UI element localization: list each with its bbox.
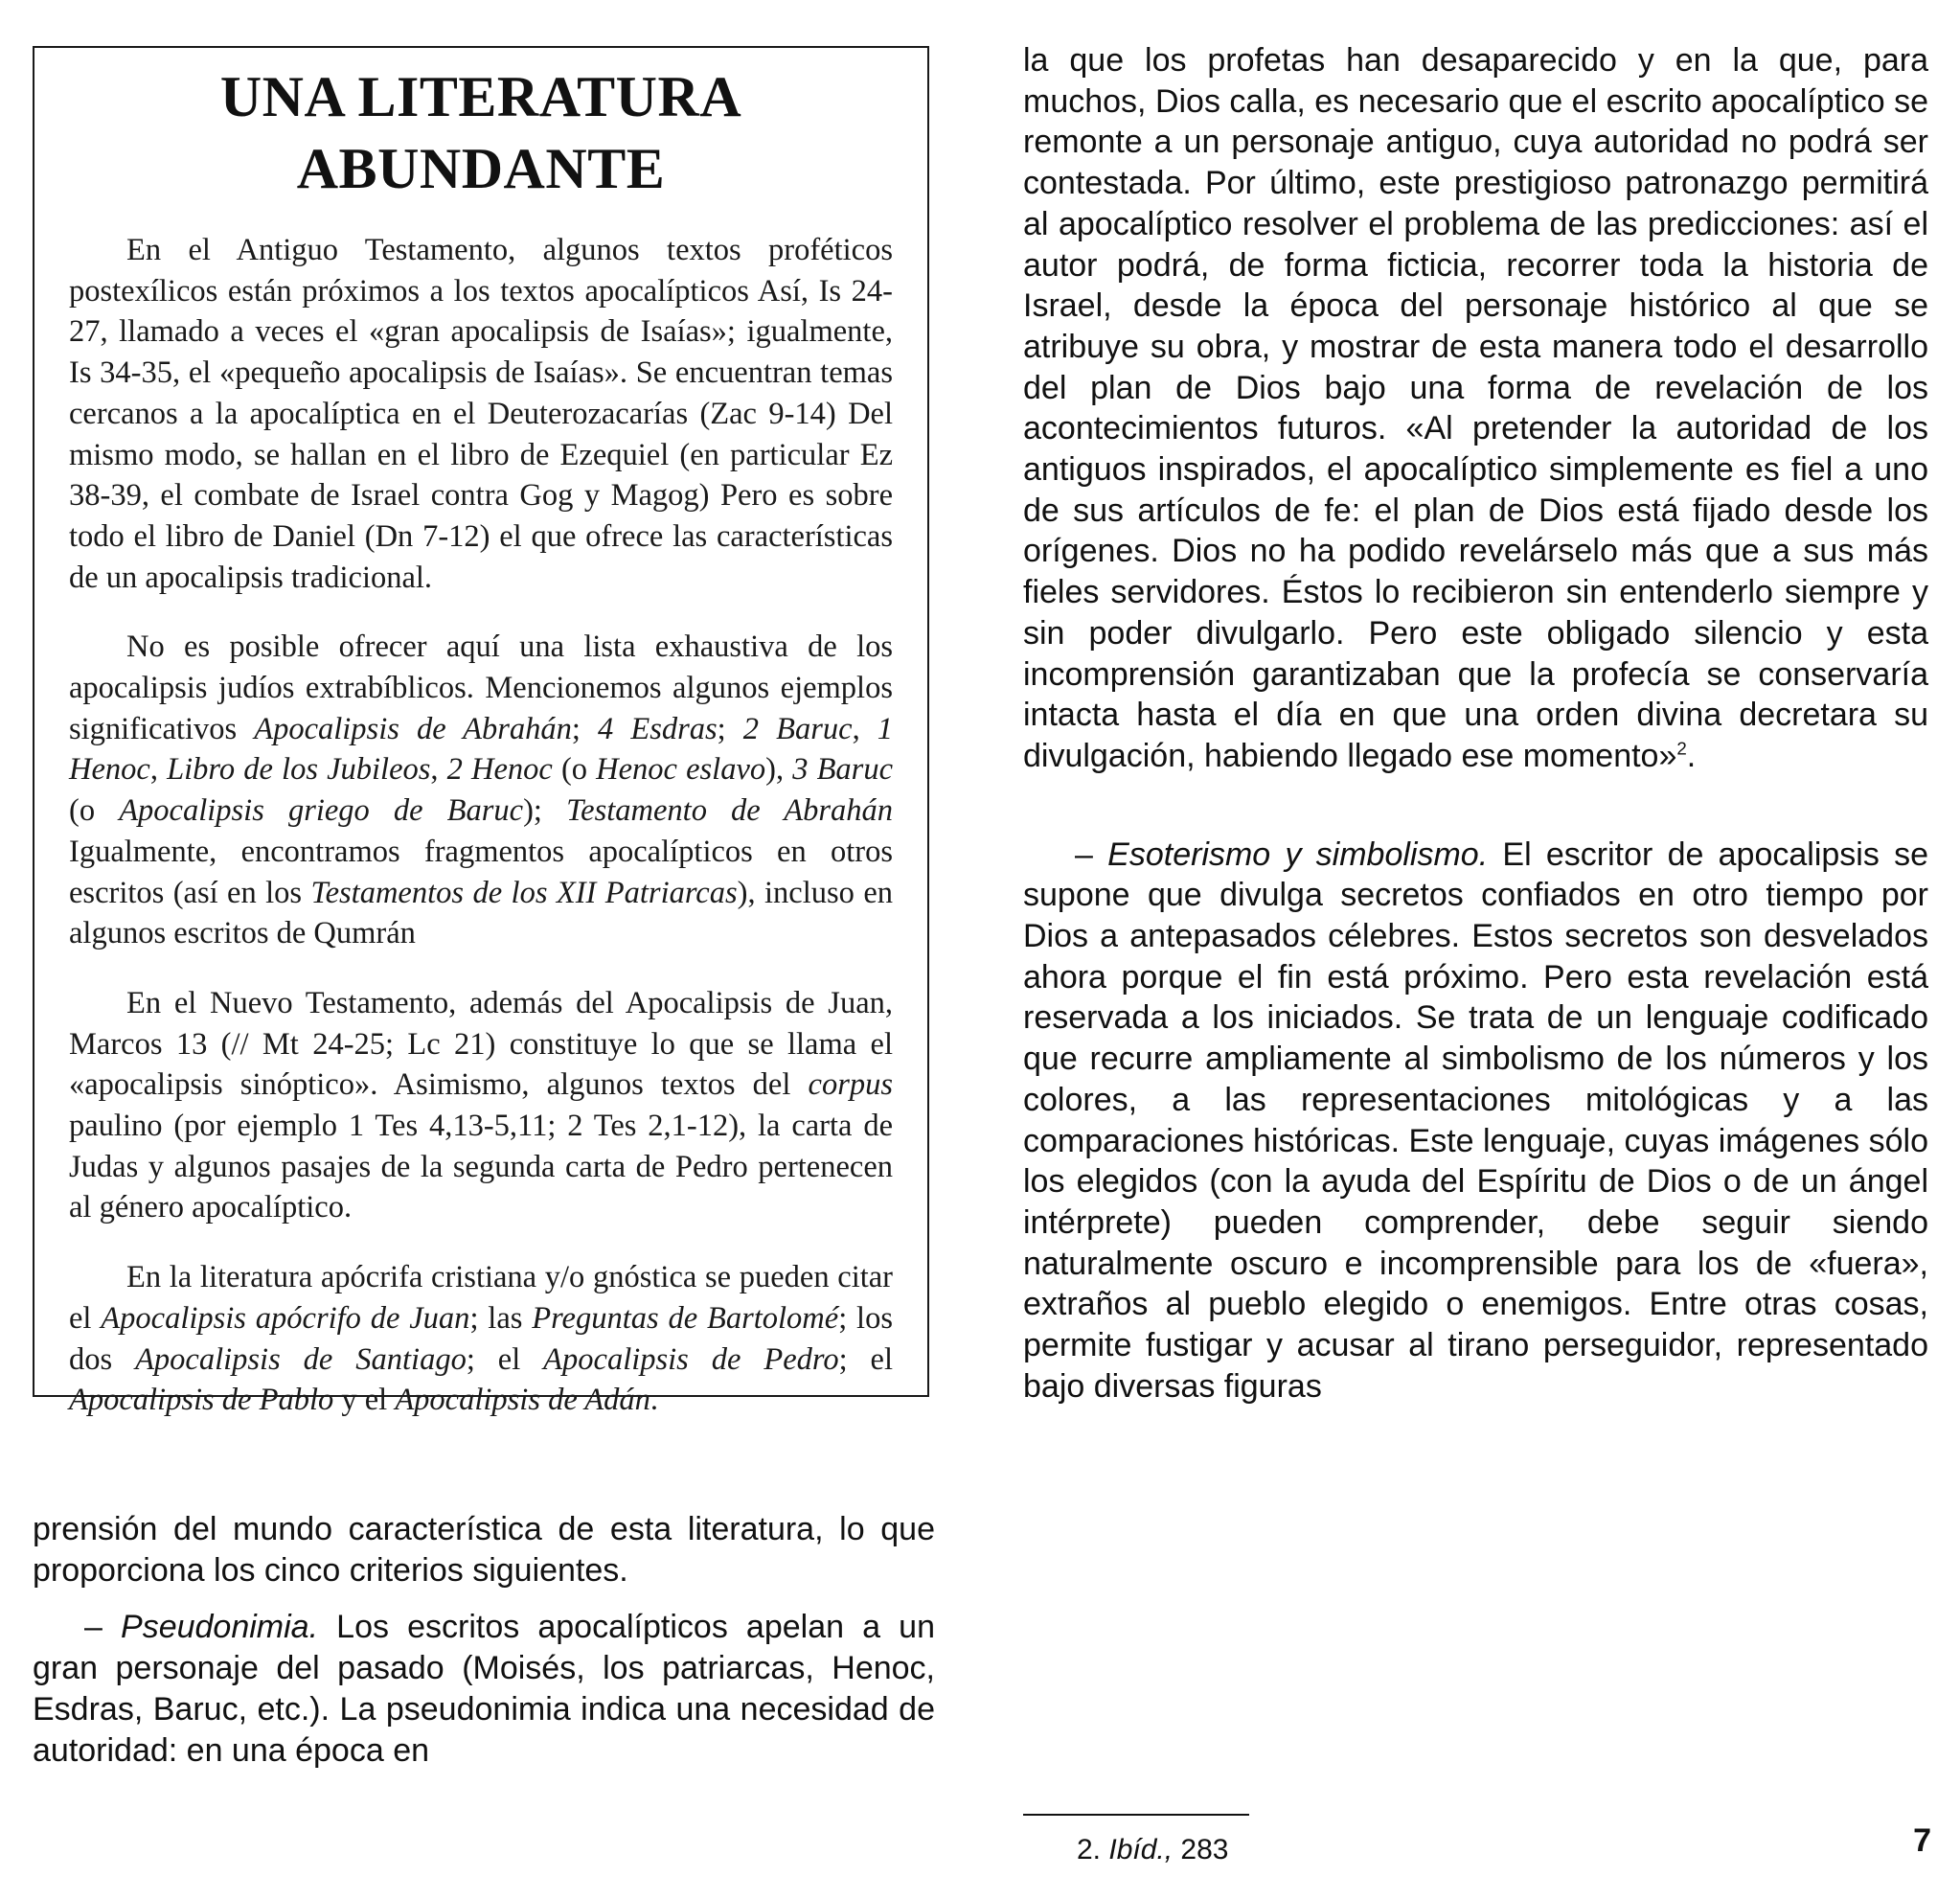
work-title: Testamento de Abrahán: [566, 793, 893, 829]
criterion-term: Pseudonimia.: [121, 1609, 319, 1646]
text-run: ),: [765, 752, 793, 788]
text-run: .: [650, 1383, 659, 1418]
left-paragraph-continuation: prensión del mundo característica de esta literatura, lo que proporciona los cinco criterios siguientes.: [33, 1511, 935, 1589]
term-corpus: corpus: [808, 1067, 893, 1103]
criterion-dash: –: [84, 1609, 122, 1646]
sidebar-paragraph-3: [69, 983, 893, 1228]
work-title: 4 Esdras: [598, 711, 718, 746]
text-run: );: [523, 793, 567, 829]
sidebar-title: UNA LITERATURA ABUNDANTE: [219, 65, 742, 200]
footnote-divider: [1023, 1814, 1249, 1816]
footnote: [1077, 1834, 1228, 1866]
text-run: ,: [149, 752, 168, 788]
paragraph-end: .: [1686, 737, 1697, 774]
work-title: Libro de los Jubileos: [167, 752, 431, 788]
work-title: 1 Henoc: [69, 711, 894, 788]
criterion-dash: –: [1075, 835, 1108, 873]
text-run: paulino (por ejemplo 1 Tes 4,13-5,11; 2 Tes 2,1-12), la carta de Judas y algunos pasajes de la segunda carta de Pedro pertenecen al género apocalíptico.: [69, 1109, 893, 1225]
right-column: [1023, 40, 1928, 1408]
work-title: Henoc eslavo: [596, 752, 766, 788]
work-title: Apocalipsis de Adán: [395, 1383, 650, 1418]
footnote-reference: 2: [1676, 738, 1687, 759]
work-title: Apocalipsis de Pablo: [69, 1383, 334, 1418]
text-run: y el: [333, 1383, 396, 1418]
text-run: ;: [571, 711, 599, 746]
esoterismo-paragraph: [1023, 835, 1928, 1408]
text-run: ; las: [469, 1300, 533, 1336]
text-run: ,: [852, 711, 877, 746]
sidebar-paragraph-1: En el Antiguo Testamento, algunos textos proféticos postexílicos están próximos a los textos apocalípticos Así, Is 24-27, llamado a veces el «gran apocalipsis de Isaías»; igualmente, Is 34-35, el «pequeño apocalipsis de Isaías». Se encuentran temas cercanos a la apocalíptica en el Deuterozacarías (Zac 9-14) Del mismo modo, se hallan en el libro de Ezequiel (en particular Ez 38-39, el combate de Israel contra Gog y Magog) Pero es sobre todo el libro de Daniel (Dn 7-12) el que ofrece las características de un apocalipsis tradicional.: [69, 233, 893, 595]
work-title: Apocalipsis de Pedro: [543, 1341, 839, 1377]
footnote-number: 2.: [1077, 1834, 1109, 1866]
work-title: 2 Baruc: [742, 711, 853, 746]
sidebar-paragraph-2-lead: No es posible ofrecer aquí una lista exhaustiva de los apocalipsis judíos extrabíblicos. Mencionemos algunos ejemplos significativos: [69, 629, 893, 746]
text-run: (o: [69, 793, 120, 829]
paragraph-text: la que los profetas han desaparecido y en la que, para muchos, Dios calla, es necesario que el escrito apocalíptico se remonte a un personaje antiguo, cuya autoridad no podrá ser contestada. Por último, este prestigioso patronazgo permitirá al apocalíptico resolver el problema de las predicciones: así el autor podrá, de forma ficticia, recorrer toda la historia de Israel, desde la época del personaje histórico al que se atribuye su obra, y mostrar de esta manera todo el desarrollo del plan de Dios bajo una forma de revelación de los acontecimientos futuros. «Al pretender la autoridad de los antiguos inspirados, el apocalíptico simplemente es fiel a uno de sus artículos de fe: el plan de Dios está fijado desde los orígenes. Dios no ha podido revelárselo más que a sus más fieles servidores. Éstos lo recibieron sin entenderlo siempre y sin poder divulgarlo. Pero este obligado silencio y esta incomprensión garantizaban que la profecía se conservaría intacta hasta el día en que una orden divina decretara su divulgación, habiendo llegado ese momento»: [1023, 42, 1928, 774]
left-column: [33, 1509, 935, 1771]
footnote-source: Ibíd.,: [1108, 1834, 1174, 1866]
work-title: Apocalipsis de Santiago: [135, 1341, 467, 1377]
sidebar-paragraph-2: [69, 627, 893, 954]
footnote-page: 283: [1173, 1834, 1229, 1866]
criterion-term: Esoterismo y simbolismo.: [1107, 835, 1489, 873]
sidebar-paragraph-4-lead: En la literatura apócrifa cristiana y/o gnóstica se pueden citar: [126, 1260, 893, 1295]
text-run: ; los dos: [69, 1300, 893, 1377]
text-run: ; el: [838, 1341, 894, 1377]
text-run: (o: [552, 752, 597, 788]
work-title: Preguntas de Bartolomé: [532, 1300, 839, 1336]
text-run: ,: [430, 752, 447, 788]
work-title: 2 Henoc: [446, 752, 553, 788]
work-title: Apocalipsis apócrifo de Juan: [101, 1300, 470, 1336]
text-run: ; el: [466, 1341, 544, 1377]
criterion-text: Los escritos apocalípticos apelan a un gran personaje del pasado (Moisés, los patriarcas, Henoc, Esdras, Baruc, etc.). La pseudonimia indica una necesidad de autoridad: en una época en: [33, 1609, 935, 1769]
criterion-text: El escritor de apocalipsis se supone que divulga secretos confiados en otro tiempo por Dios a antepasados célebres. Estos secretos son desvelados ahora porque el fin está próximo. Pero esta revelación está reservada a los iniciados. Se trata de un lenguaje codificado que recurre ampliamente al simbolismo de los números y los colores, a las representaciones mitológicas y a las comparaciones históricas. Este lenguaje, cuyas imágenes sólo los elegidos (con la ayuda del Espíritu de Dios o de un ángel intérprete) pueden comprender, debe seguir siendo naturalmente oscuro e incomprensible para los de «fuera», extraños al pueblo elegido o enemigos. Entre otras cosas, permite fustigar y acusar al tirano perseguidor, representado bajo diversas figuras: [1023, 835, 1928, 1405]
work-title: 3 Baruc: [792, 752, 893, 788]
text-run: ;: [717, 711, 743, 746]
work-title: Apocalipsis de Abrahán: [254, 711, 572, 746]
text-run: Igualmente, encontramos fragmentos apocalípticos en otros escritos (así en los: [69, 834, 893, 910]
text-run: ), incluso en algunos escritos de Qumrán: [69, 875, 893, 951]
sidebar-paragraph-3-lead: En el Nuevo Testamento, además del Apocalipsis de Juan, Marcos 13 (// Mt 24-25; Lc 21) constituye lo que se llama el «apocalipsis sinóptico». Asimismo, algunos textos del: [69, 985, 893, 1103]
page-number: 7: [1913, 1822, 1931, 1859]
sidebar-paragraph-4: [69, 1257, 893, 1421]
pseudonimia-paragraph: [33, 1607, 935, 1771]
sidebar-box: [33, 46, 929, 1418]
work-title: Testamentos de los XII Patriarcas: [310, 875, 738, 910]
text-run: el: [69, 1300, 102, 1336]
work-title: Apocalipsis griego de Baruc: [119, 793, 524, 829]
right-paragraph-continuation: [1023, 40, 1928, 777]
